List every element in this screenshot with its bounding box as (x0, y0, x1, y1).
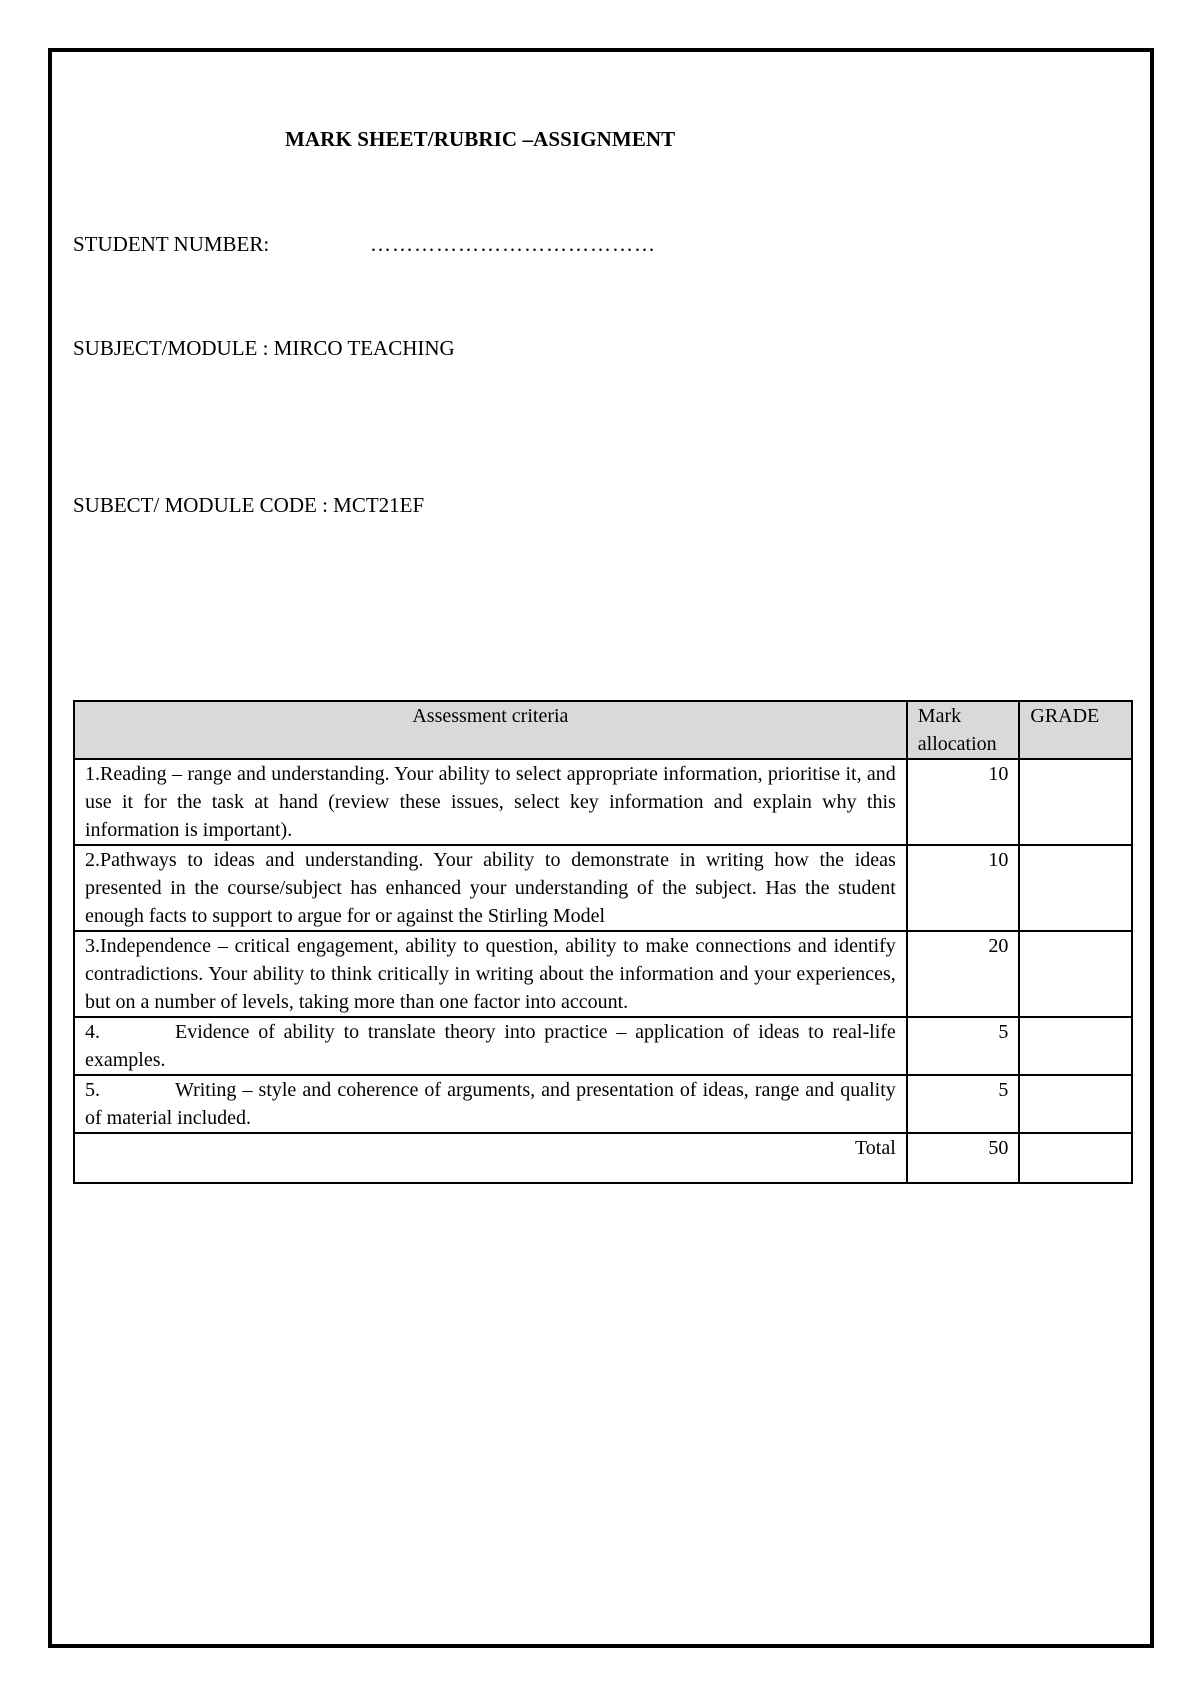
criteria-text: Writing – style and coherence of arguments, and presentation of ideas, range and quality of material included. (85, 1079, 896, 1129)
table-row (74, 931, 1132, 1017)
student-number-field[interactable]: ………………………………… (370, 232, 656, 256)
criteria-cell (74, 1075, 907, 1133)
total-label: Total (74, 1133, 907, 1183)
total-row (74, 1133, 1132, 1183)
criteria-text: 1.Reading – range and understanding. Your ability to select appropriate information, prioritise it, and use it for the task at hand (review these issues, select key information and explain why this information is important). (85, 763, 896, 841)
total-mark: 50 (907, 1133, 1020, 1183)
criteria-text: Evidence of ability to translate theory into practice – application of ideas to real-life examples. (85, 1021, 896, 1071)
rubric-table (73, 700, 1133, 1184)
table-row (74, 845, 1132, 931)
criteria-cell (74, 759, 907, 845)
criteria-text: 2.Pathways to ideas and understanding. Your ability to demonstrate in writing how the ideas presented in the course/subject has enhanced your understanding of the subject. Has the student enough facts to support to argue for or against the Stirling Model (85, 849, 896, 927)
grade-cell[interactable] (1019, 759, 1132, 845)
grade-cell[interactable] (1019, 931, 1132, 1017)
module-code-label: SUBECT/ MODULE CODE : MCT21EF (73, 493, 425, 517)
table-row (74, 1075, 1132, 1133)
header-assessment-criteria: Assessment criteria (74, 701, 907, 759)
total-grade-cell[interactable] (1019, 1133, 1132, 1183)
header-grade: GRADE (1019, 701, 1132, 759)
criteria-cell (74, 845, 907, 931)
criteria-number: 5. (85, 1079, 100, 1101)
grade-cell[interactable] (1019, 1075, 1132, 1133)
criteria-text: 3.Independence – critical engagement, ability to question, ability to make connections and identify contradictions. Your ability to think critically in writing about the information and your experiences, but on a number of levels, taking more than one factor into account. (85, 935, 896, 1013)
student-number-label: STUDENT NUMBER: (73, 232, 270, 256)
table-row (74, 759, 1132, 845)
table-header-row (74, 701, 1132, 759)
grade-cell[interactable] (1019, 845, 1132, 931)
mark-cell: 10 (907, 845, 1020, 931)
criteria-cell (74, 931, 907, 1017)
mark-cell: 5 (907, 1075, 1020, 1133)
criteria-cell (74, 1017, 907, 1075)
mark-cell: 5 (907, 1017, 1020, 1075)
subject-module-label: SUBJECT/MODULE : MIRCO TEACHING (73, 336, 455, 360)
mark-cell: 10 (907, 759, 1020, 845)
criteria-number: 4. (85, 1021, 100, 1043)
header-mark-allocation: Mark allocation (907, 701, 1020, 759)
table-row (74, 1017, 1132, 1075)
grade-cell[interactable] (1019, 1017, 1132, 1075)
document-title: MARK SHEET/RUBRIC –ASSIGNMENT (285, 127, 676, 151)
mark-cell: 20 (907, 931, 1020, 1017)
